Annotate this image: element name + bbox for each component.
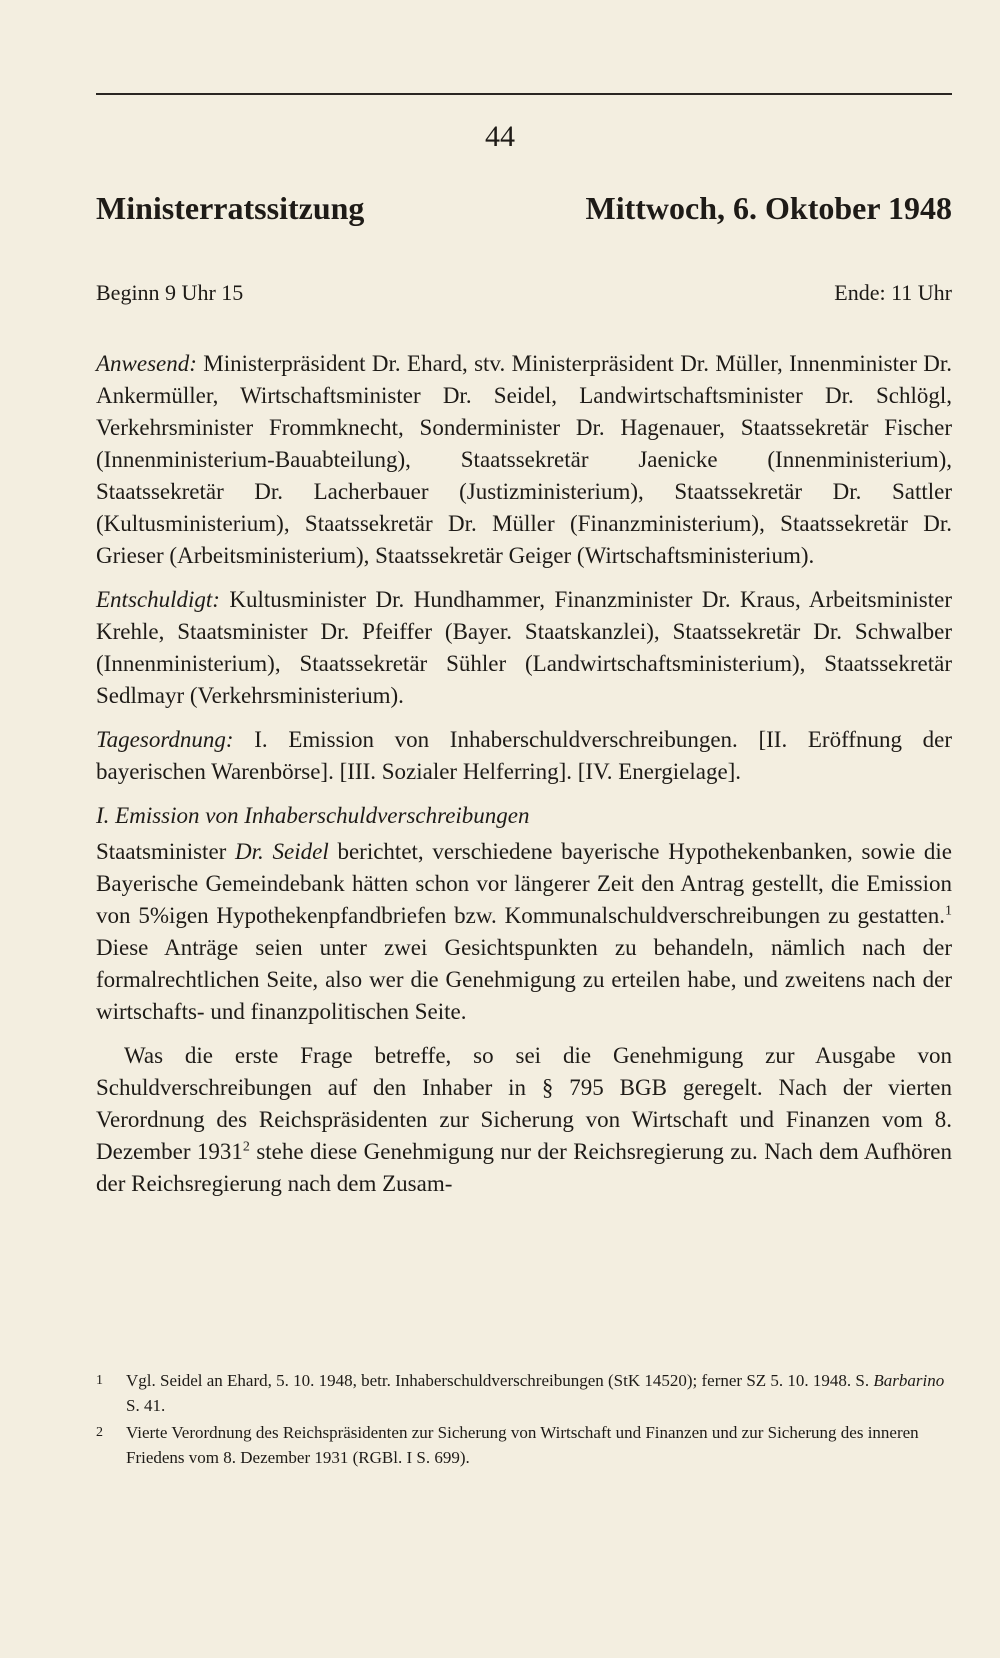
document-body xyxy=(96,348,952,1212)
footnote-text xyxy=(126,1368,952,1418)
header-rule xyxy=(96,93,952,95)
section-paragraph-2 xyxy=(96,1040,952,1200)
footnote-text xyxy=(126,1420,952,1470)
meeting-date: Mittwoch, 6. Oktober 1948 xyxy=(585,190,952,226)
agenda-label: Tagesordnung: xyxy=(96,727,234,752)
footnote-ref-1: 1 xyxy=(945,903,952,919)
section-title: I. Emission von Inhaberschuldverschreibungen xyxy=(96,803,530,828)
text-run: Vgl. Seidel an Ehard, 5. 10. 1948, betr. Inhaberschuldverschreibungen (StK 14520); ferner SZ 5. 10. 1948. S. xyxy=(126,1371,874,1390)
cited-work: Barbarino xyxy=(873,1371,945,1390)
page-number: 44 xyxy=(485,120,515,153)
excused-paragraph xyxy=(96,584,952,712)
present-paragraph xyxy=(96,348,952,572)
speaker-name: Seidel xyxy=(272,839,329,864)
agenda-text: I. Emission von Inhaberschuldverschreibungen. [II. Eröffnung der bayerischen Warenbörse]. [III. Sozialer Helferring]. [IV. Energielage]. xyxy=(96,727,952,784)
text-run: Vierte Verordnung des Reichspräsidenten zur Sicherung von Wirtschaft und Finanzen und zur Sicherung des inneren Friedens vom 8. Dezember 1931 (RGBl. I S. 699). xyxy=(126,1423,919,1467)
footnote-number: 1 xyxy=(96,1373,103,1388)
text-run xyxy=(264,839,273,864)
footnote-ref-2: 2 xyxy=(242,1139,250,1155)
text-run: Staatsminister xyxy=(96,839,236,864)
text-run: Diese Anträge seien unter zwei Gesichtspunkten zu behandeln, nämlich nach der formalrechtlichen Seite, also wer die Genehmigung zu erteilen habe, und zweitens nach der wirtschafts- und finanzpolitischen Seite. xyxy=(96,935,952,1024)
footnote xyxy=(96,1368,952,1418)
present-text: Ministerpräsident Dr. Ehard, stv. Ministerpräsident Dr. Müller, Innenminister Dr. Ankermüller, Wirtschaftsminister Dr. Seidel, Landwirtschaftsminister Dr. Schlögl, Verkehrsminister Frommknecht, Sonderminister Dr. Hagenauer, Staatssekretär Fischer (Innenministerium-Bauabteilung), Staatssekretär Jaenicke (Innenministerium), Staatssekretär Dr. Lacherbauer (Justizministerium), Staatssekretär Dr. Sattler (Kultusministerium), Staatssekretär Dr. Müller (Finanzministerium), Staatssekretär Dr. Grieser (Arbeitsministerium), Staatssekretär Geiger (Wirtschaftsministerium). xyxy=(96,351,952,568)
meeting-title: Ministerratssitzung xyxy=(96,190,365,226)
begin-time: Beginn 9 Uhr 15 xyxy=(96,280,244,305)
text-run: S. 41. xyxy=(126,1396,166,1415)
end-time: Ende: 11 Uhr xyxy=(834,280,952,305)
footnote xyxy=(96,1420,952,1470)
present-label: Anwesend: xyxy=(96,351,197,376)
footnote-number: 2 xyxy=(96,1425,103,1440)
text-run: stehe diese Genehmigung nur der Reichsregierung zu. Nach dem Aufhören der Reichsregierung nach dem Zusam- xyxy=(96,1139,952,1196)
excused-label: Entschuldigt: xyxy=(96,587,220,612)
text-run: berichtet, verschiedene bayerische Hypothekenbanken, sowie die Bayerische Gemeindebank hätten schon vor längerer Zeit den Antrag gestellt, die Emission von 5%igen Hypothekenpfandbriefen bzw. Kommunalschuldverschreibungen zu gestatten. xyxy=(96,839,952,928)
excused-text: Kultusminister Dr. Hundhammer, Finanzminister Dr. Kraus, Arbeitsminister Krehle, Staatsminister Dr. Pfeiffer (Bayer. Staatskanzlei), Staatssekretär Dr. Schwalber (Innenministerium), Staatssekretär Sühler (Landwirtschaftsministerium), Staatssekretär Sedlmayr (Verkehrsministerium). xyxy=(96,587,952,708)
speaker-title: Dr. xyxy=(235,839,264,864)
meeting-times xyxy=(96,280,952,306)
meeting-header xyxy=(96,190,952,227)
section-paragraph-1 xyxy=(96,836,952,1028)
footnotes xyxy=(96,1368,952,1472)
text-run: Was die erste Frage betreffe, so sei die Genehmigung zur Ausgabe von Schuldverschreibungen auf den Inhaber in § 795 BGB geregelt. Nach der vierten Verordnung des Reichspräsidenten zur Sicherung von Wirtschaft und Finanzen vom 8. Dezember 1931 xyxy=(96,1043,952,1164)
agenda-paragraph xyxy=(96,724,952,788)
